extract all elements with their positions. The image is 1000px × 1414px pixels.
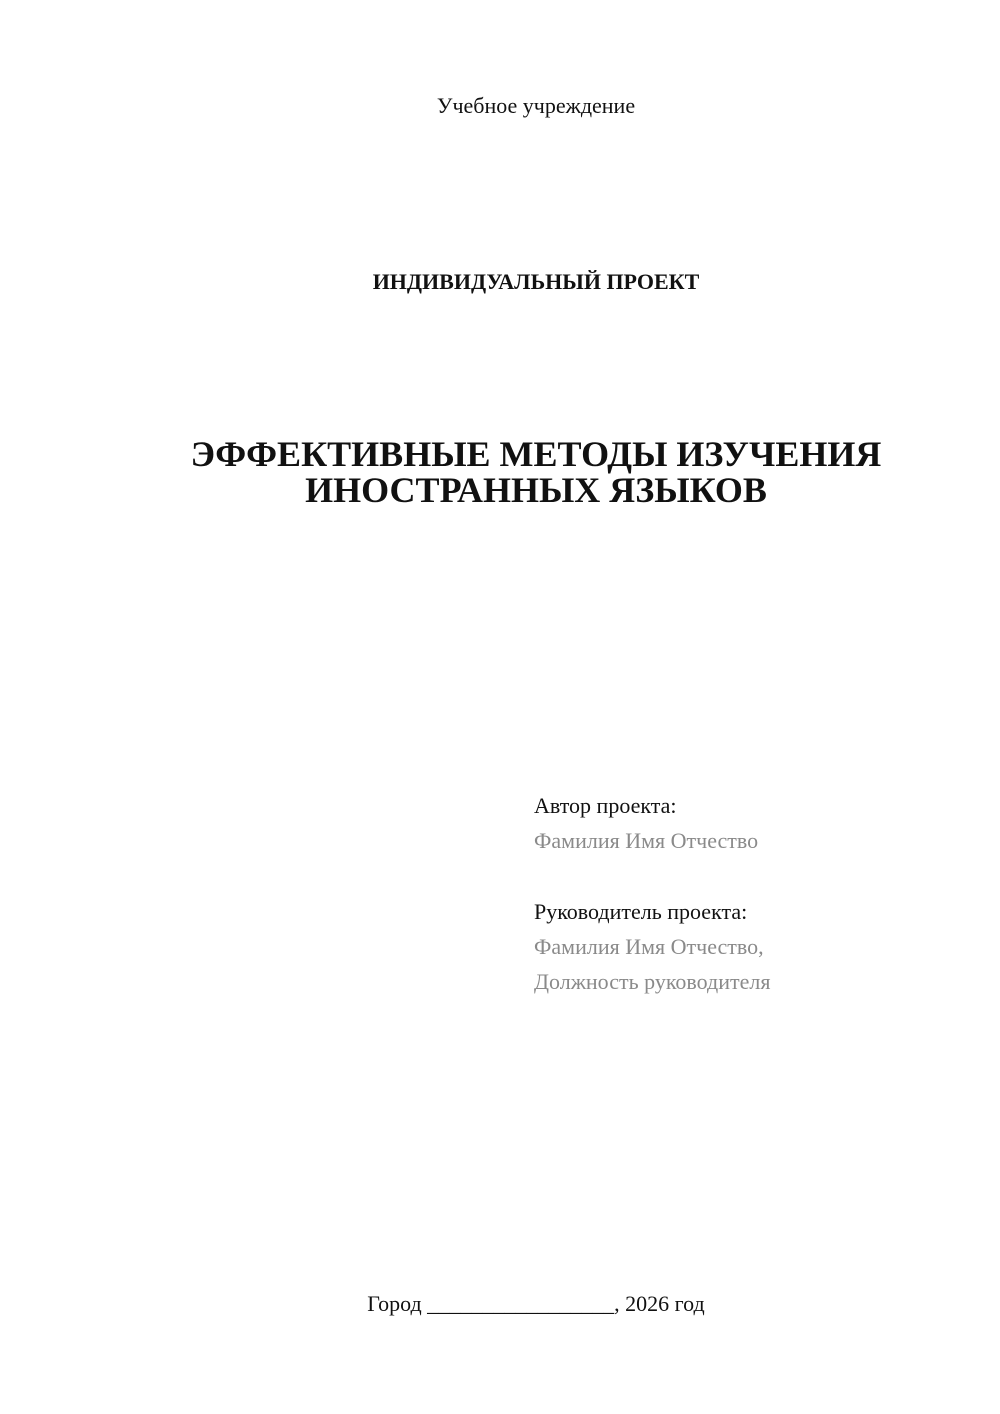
info-spacer bbox=[534, 858, 974, 894]
author-name: Фамилия Имя Отчество bbox=[534, 828, 759, 853]
project-title-line-1: ЭФФЕКТИВНЫЕ МЕТОДЫ ИЗУЧЕНИЯ bbox=[190, 434, 882, 474]
supervisor-position: Должность руководителя bbox=[534, 969, 771, 994]
city-label: Город bbox=[367, 1291, 422, 1316]
supervisor-label: Руководитель проекта: bbox=[534, 899, 748, 924]
project-info-block bbox=[534, 788, 974, 999]
year-text: , 2026 год bbox=[614, 1291, 705, 1316]
city-year-line bbox=[0, 1290, 1000, 1318]
institution-name: Учебное учреждение bbox=[436, 93, 636, 118]
project-title bbox=[0, 436, 1000, 508]
project-title-line-2: ИНОСТРАННЫХ ЯЗЫКОВ bbox=[305, 470, 767, 510]
project-type-heading: ИНДИВИДУАЛЬНЫЙ ПРОЕКТ bbox=[372, 269, 700, 294]
author-label: Автор проекта: bbox=[534, 793, 677, 818]
supervisor-name: Фамилия Имя Отчество, bbox=[534, 934, 764, 959]
city-blank: _________________ bbox=[427, 1291, 615, 1316]
